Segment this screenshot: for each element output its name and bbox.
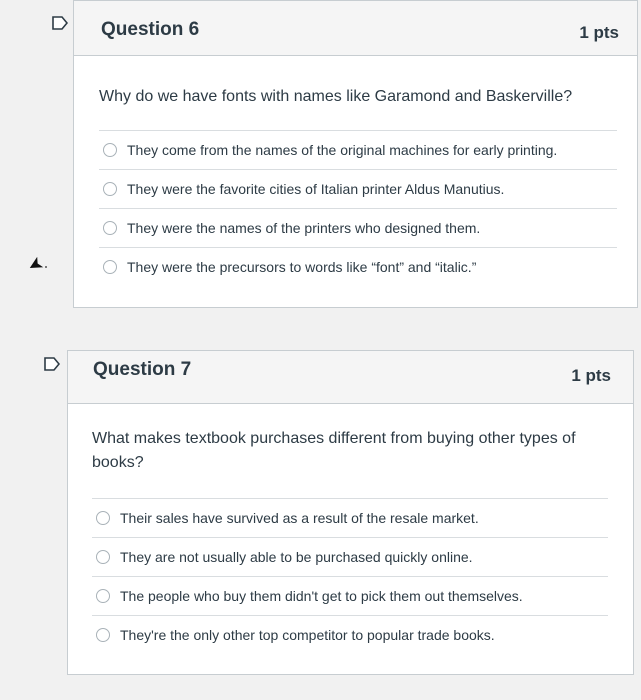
question-title: Question 7 [93,359,192,380]
radio-button[interactable] [103,143,117,157]
answer-option[interactable] [92,537,608,576]
answer-label: They come from the names of the original machines for early printing. [127,142,558,158]
question-header [74,1,637,56]
answer-option[interactable] [92,576,608,615]
radio-button[interactable] [96,589,110,603]
question-points: 1 pts [579,23,619,42]
answer-option[interactable] [99,130,617,169]
radio-button[interactable] [96,511,110,525]
radio-button[interactable] [103,260,117,274]
radio-button[interactable] [96,550,110,564]
question-card-6 [73,0,638,308]
answer-option[interactable] [92,615,608,654]
answer-label: Their sales have survived as a result of the resale market. [120,510,479,526]
answer-label: They were the precursors to words like “font” and “italic.” [127,259,477,275]
answer-label: The people who buy them didn't get to pick them out themselves. [120,588,523,604]
question-text: Why do we have fonts with names like Garamond and Baskerville? [99,88,573,105]
answer-label: They are not usually able to be purchased quickly online. [120,549,473,565]
question-header [68,351,633,404]
radio-button[interactable] [96,628,110,642]
mouse-pointer-icon [27,257,49,278]
question-title: Question 6 [101,19,200,40]
question-card-7 [67,350,634,675]
answer-list [99,130,617,286]
answer-option[interactable] [99,247,617,286]
answer-option[interactable] [99,208,617,247]
answer-label: They were the favorite cities of Italian printer Aldus Manutius. [127,181,505,197]
answer-label: They're the only other top competitor to popular trade books. [120,627,495,643]
answer-option[interactable] [92,498,608,537]
bookmark-flag-icon[interactable] [52,16,68,30]
answer-option[interactable] [99,169,617,208]
answer-label: They were the names of the printers who designed them. [127,220,481,236]
answer-list [92,498,608,654]
radio-button[interactable] [103,221,117,235]
radio-button[interactable] [103,182,117,196]
question-points: 1 pts [571,366,611,385]
question-text: What makes textbook purchases different from buying other types of books? [92,430,576,471]
bookmark-flag-icon[interactable] [44,357,60,371]
